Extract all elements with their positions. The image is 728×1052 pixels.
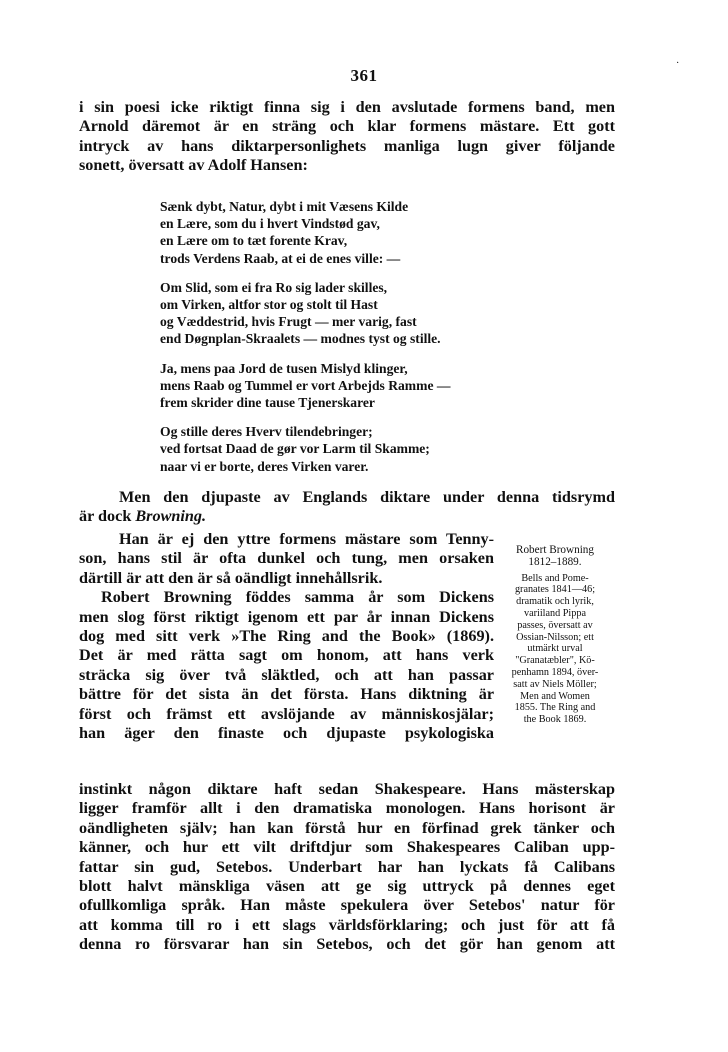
text-line: att komma till ro i ett slags världsförklaring; och just för att få xyxy=(79,915,615,934)
text-line: Men den djupaste av Englands diktare under denna tidsrymd xyxy=(119,488,615,506)
text-line: men slog först riktigt igenom ett par år innan Dickens xyxy=(79,607,494,626)
margin-note xyxy=(492,545,618,726)
text-line: instinkt någon diktare haft sedan Shakespeare. Hans mästerskap xyxy=(79,780,615,798)
poem-line: frem skrider dine tause Tjenerskarer xyxy=(160,395,375,411)
poem-line: Sænk dybt, Natur, dybt i mit Væsens Kilde xyxy=(160,199,409,214)
poem-line: og Væddestrid, hvis Frugt — mer varig, fast xyxy=(160,314,417,330)
poem-line: Ja, mens paa Jord de tusen Mislyd klinger, xyxy=(160,360,408,376)
author-name-italic: Browning. xyxy=(135,507,207,526)
poem-line: trods Verdens Raab, at ei de enes ville: — xyxy=(160,250,401,266)
text-line: i sin poesi icke riktigt finna sig i den avslutade formens band, men xyxy=(79,98,615,116)
stray-mark: · xyxy=(676,58,680,69)
text-line xyxy=(79,507,615,526)
margin-note-line: the Book 1869. xyxy=(523,714,587,726)
poem-line: Og stille deres Hverv tilendebringer; xyxy=(160,424,373,440)
text-line: känner, och hur ett vilt driftdjur som Shakespeares Caliban upp- xyxy=(79,838,615,857)
poem-stanza xyxy=(160,279,560,348)
poem-stanza xyxy=(160,360,560,412)
poem-stanza xyxy=(160,423,560,475)
sonnet xyxy=(160,198,560,487)
poem-line: ved fortsat Daad de gør vor Larm til Skamme; xyxy=(160,441,430,457)
margin-note-line: dramatik och lyrik, xyxy=(516,596,594,608)
text-line: därtill är att den är så oändligt innehållsrik. xyxy=(79,568,383,587)
text-line: sträcka sig över två släktled, och att han passar xyxy=(79,665,494,684)
margin-note-line: satt av Niels Möller; xyxy=(513,678,597,690)
margin-note-line: "Granatæbler", Kö- xyxy=(515,655,595,667)
page-number: 361 xyxy=(350,66,378,85)
text-line: ofullkomliga språk. Han måste spekulera över Setebos' natur för xyxy=(79,896,615,915)
browning-intro-paragraph xyxy=(79,488,615,527)
text-line: först och främst ett avslöjande av människosjälar; xyxy=(79,704,494,723)
text-line: Robert Browning föddes samma år som Dickens xyxy=(101,588,494,607)
text-line: son, hans stil är ofta dunkel och tung, men orsaken xyxy=(79,549,494,568)
poem-stanza xyxy=(160,198,560,267)
margin-note-line: utmärkt urval xyxy=(527,643,583,655)
text-line: dog med sitt verk »The Ring and the Book» (1869). xyxy=(79,627,494,646)
margin-note-line: Men and Women xyxy=(520,690,590,702)
poem-line: om Virken, altfor stor og stolt til Hast xyxy=(160,297,378,313)
margin-note-line: variiland Pippa xyxy=(524,607,586,619)
poem-line: en Lære om to tæt forente Krav, xyxy=(160,233,348,249)
margin-note-line: Robert Browning xyxy=(516,544,594,556)
browning-main-paragraph xyxy=(79,530,494,743)
text-line: fattar sin gud, Setebos. Underbart har han lyckats få Calibans xyxy=(79,857,615,876)
poem-line: naar vi er borte, deres Virken varer. xyxy=(160,458,369,474)
text-line: intryck av hans diktarpersonlighets manliga lugn giver följande xyxy=(79,136,615,155)
text-fragment: är dock xyxy=(79,507,136,526)
text-line: bättre för det sista än det första. Hans diktning är xyxy=(79,685,494,704)
margin-note-line: Ossian-Nilsson; ett xyxy=(516,631,594,643)
poem-line: en Lære, som du i hvert Vindstød gav, xyxy=(160,216,380,232)
margin-note-line: 1812–1889. xyxy=(528,555,582,568)
browning-continuation-paragraph xyxy=(79,780,615,955)
poem-line: Om Slid, som ei fra Ro sig lader skilles, xyxy=(160,279,388,295)
poem-line: mens Raab og Tummel er vort Arbejds Ramme — xyxy=(160,377,451,393)
text-line: blott halvt mänskliga väsen att ge sig uttryck på dennes eget xyxy=(79,877,615,896)
poem-line: end Døgnplan-Skraalets — modnes tyst og stille. xyxy=(160,331,441,347)
text-line: Han är ej den yttre formens mästare som Tenny- xyxy=(119,530,494,548)
text-line: Det är med rätta sagt om honom, att hans verk xyxy=(79,646,494,665)
text-line: denna ro försvarar han sin Setebos, och det gör han genom att xyxy=(79,935,615,954)
text-line: ligger framför allt i den dramatiska monologen. Hans horisont är xyxy=(79,799,615,818)
margin-note-line: penhamn 1894, över- xyxy=(511,666,599,678)
margin-note-line: passes, översatt av xyxy=(517,619,593,631)
text-line: oändligheten själv; han kan förstå hur en förfinad grek tänker och xyxy=(79,818,615,837)
intro-paragraph xyxy=(79,98,615,176)
margin-note-line: Bells and Pome- xyxy=(521,572,589,584)
margin-note-line: granates 1841—46; xyxy=(514,584,596,596)
margin-note-line: 1855. The Ring and xyxy=(514,702,596,714)
text-line: han äger den finaste och djupaste psykologiska xyxy=(79,724,494,743)
text-line: Arnold däremot är en sträng och klar formens mästare. Ett gott xyxy=(79,117,615,136)
text-line: sonett, översatt av Adolf Hansen: xyxy=(79,156,308,175)
